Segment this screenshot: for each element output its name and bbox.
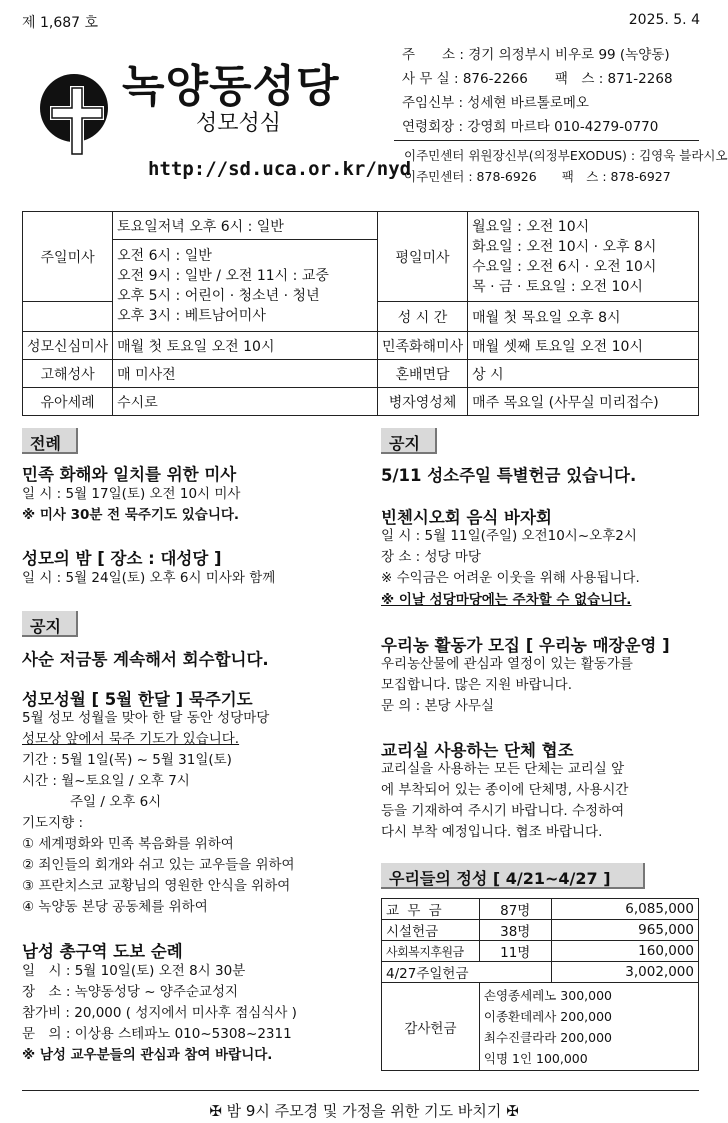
r4-title: 교리실 사용하는 단체 협조 bbox=[381, 741, 574, 760]
holy-hour-label: 성 시 간 bbox=[377, 302, 467, 332]
weekday-mass-times bbox=[468, 212, 699, 302]
n1-title: 사순 저금통 계속해서 회수합니다. bbox=[22, 650, 269, 669]
issue-date: 2025. 5. 4 bbox=[628, 12, 700, 28]
liturgy-section-tag: 전례 bbox=[22, 428, 78, 454]
saturday-evening-mass: 토요일저녁 오후 6시 : 일반 bbox=[113, 212, 378, 240]
r2-line-c: ※ 수익금은 어려운 이웃을 위해 사용됩니다. bbox=[381, 570, 640, 586]
holy-hour-time: 매월 첫 목요일 오후 8시 bbox=[468, 302, 699, 332]
info-office: 사 무 실 : 876-2266 팩 스 : 871-2268 bbox=[402, 71, 673, 87]
offering-row bbox=[382, 941, 699, 962]
thanks-entry: 익명 1인 100,000 bbox=[483, 1051, 588, 1066]
parish-website-link[interactable]: http://sd.uca.or.kr/nyd bbox=[148, 158, 412, 180]
n3-line-b: 장 소 : 녹양동성당 ~ 양주순교성지 bbox=[22, 984, 239, 1000]
sunday-offering-label: 4/27주일헌금 bbox=[382, 962, 552, 983]
offering-label: 시설헌금 bbox=[382, 920, 480, 941]
weekday-line: 목 · 금 · 토요일 : 오전 10시 bbox=[472, 279, 643, 295]
r2-line-b: 장 소 : 성당 마당 bbox=[381, 549, 481, 565]
offering-row bbox=[382, 920, 699, 941]
r2-title: 빈첸시오회 음식 바자회 bbox=[381, 508, 552, 527]
r2-line-a: 일 시 : 5월 11일(주일) 오전10시~오후2시 bbox=[381, 528, 637, 544]
r1-title: 5/11 성소주일 특별헌금 있습니다. bbox=[381, 466, 637, 485]
sunday-mass-label: 주일미사 bbox=[23, 212, 113, 302]
parish-subtitle: 성모성심 bbox=[196, 111, 282, 136]
r3-line-c: 문 의 : 본당 사무실 bbox=[381, 698, 495, 714]
offering-amount: 160,000 bbox=[551, 941, 698, 962]
n3-line-a: 일 시 : 5월 10일(토) 오전 8시 30분 bbox=[22, 963, 246, 979]
n3-line-d: 문 의 : 이상용 스테파노 010~5308~2311 bbox=[22, 1026, 292, 1042]
reconcile-mass-time: 매월 셋째 토요일 오전 10시 bbox=[468, 332, 699, 360]
thanks-entry: 손영종세레노 300,000 bbox=[483, 988, 612, 1003]
l2-title: 성모의 밤 [ 장소 : 대성당 ] bbox=[22, 549, 222, 568]
l1-title: 민족 화해와 일치를 위한 미사 bbox=[22, 465, 237, 484]
baptism-time: 수시로 bbox=[113, 388, 378, 416]
offering-count: 38명 bbox=[479, 920, 551, 941]
info-migrant-center: 이주민센터 : 878-6926 팩 스 : 878-6927 bbox=[404, 169, 671, 184]
thanks-offering-list bbox=[479, 983, 698, 1071]
r2-line-d: ※ 이날 성당마당에는 주차할 수 없습니다. bbox=[381, 592, 632, 608]
confession-label: 고해성사 bbox=[23, 360, 113, 388]
l2-line-a: 일 시 : 5월 24일(토) 오후 6시 미사와 함께 bbox=[22, 570, 276, 586]
l1-line-a: 일 시 : 5월 17일(토) 오전 10시 미사 bbox=[22, 486, 241, 502]
thanks-entry: 이종환데레사 200,000 bbox=[483, 1009, 612, 1024]
weekday-line: 화요일 : 오전 10시 · 오후 8시 bbox=[472, 239, 657, 255]
footer-prayer-note: ✠ 밤 9시 주모경 및 가정을 위한 기도 바치기 ✠ bbox=[209, 1102, 519, 1120]
n2-line-a: 5월 성모 성월을 맞아 한 달 동안 성당마당 bbox=[22, 710, 270, 726]
n2-line-g: ① 세계평화와 민족 복음화를 위하여 bbox=[22, 836, 234, 852]
weekday-line: 월요일 : 오전 10시 bbox=[472, 219, 590, 235]
n3-line-c: 참가비 : 20,000 ( 성지에서 미사후 점심식사 ) bbox=[22, 1005, 297, 1021]
n2-title: 성모성월 [ 5월 한달 ] 묵주기도 bbox=[22, 690, 253, 709]
baptism-label: 유아세례 bbox=[23, 388, 113, 416]
n2-line-j: ④ 녹양동 본당 공동체를 위하여 bbox=[22, 899, 208, 915]
sunday-line: 오후 5시 : 어린이 · 청소년 · 청년 bbox=[117, 287, 320, 304]
marriage-label: 혼배면담 bbox=[377, 360, 467, 388]
heart-mass-label: 성모신심미사 bbox=[23, 332, 113, 360]
mass-schedule-table bbox=[22, 211, 699, 416]
parish-title: 녹양동성당 bbox=[122, 61, 340, 112]
sunday-line: 오후 3시 : 베트남어미사 bbox=[117, 307, 266, 324]
r3-line-a: 우리농산물에 관심과 열정이 있는 활동가를 bbox=[381, 656, 633, 672]
sick-communion-time: 매주 목요일 (사무실 미리접수) bbox=[468, 388, 699, 416]
marriage-time: 상 시 bbox=[468, 360, 699, 388]
issue-number: 제 1,687 호 bbox=[22, 15, 99, 31]
info-divider bbox=[394, 140, 699, 141]
confession-time: 매 미사전 bbox=[113, 360, 378, 388]
sunday-line: 오전 6시 : 일반 bbox=[117, 247, 212, 264]
r3-line-b: 모집합니다. 많은 지원 바랍니다. bbox=[381, 677, 572, 693]
offering-count: 87명 bbox=[479, 899, 551, 920]
n2-line-d: 시간 : 월~토요일 / 오후 7시 bbox=[22, 773, 190, 789]
offering-count: 11명 bbox=[479, 941, 551, 962]
church-logo-icon bbox=[30, 66, 126, 162]
thanks-offering-label: 감사헌금 bbox=[382, 983, 480, 1071]
thanks-entry: 최수진클라라 200,000 bbox=[483, 1030, 612, 1045]
sunday-mass-times bbox=[113, 240, 378, 332]
info-council: 연령회장 : 강영희 마르타 010-4279-0770 bbox=[402, 119, 659, 135]
thanks-row bbox=[382, 983, 699, 1071]
n2-line-i: ③ 프란치스코 교황님의 영원한 안식을 위하여 bbox=[22, 878, 291, 894]
offering-label: 교 무 금 bbox=[382, 899, 480, 920]
right-notice-tag: 공지 bbox=[381, 428, 437, 454]
reconcile-mass-label: 민족화해미사 bbox=[377, 332, 467, 360]
offering-row bbox=[382, 962, 699, 983]
r4-line-a: 교리실을 사용하는 모든 단체는 교리실 앞 bbox=[381, 761, 625, 777]
left-notice-tag: 공지 bbox=[22, 611, 78, 637]
heart-mass-time: 매월 첫 토요일 오전 10시 bbox=[113, 332, 378, 360]
n2-line-h: ② 죄인들의 회개와 쉬고 있는 교우들을 위하여 bbox=[22, 857, 295, 873]
sick-communion-label: 병자영성체 bbox=[377, 388, 467, 416]
info-address: 주 소 : 경기 의정부시 비우로 99 (녹양동) bbox=[402, 47, 670, 63]
n2-line-e: 주일 / 오후 6시 bbox=[70, 794, 162, 810]
n2-line-c: 기간 : 5월 1일(목) ~ 5월 31일(토) bbox=[22, 752, 232, 768]
info-migrant-director: 이주민센터 위원장신부(의정부EXODUS) : 김영욱 블라시오 bbox=[404, 148, 728, 163]
offering-label: 사회복지후원금 bbox=[382, 941, 480, 962]
r3-title: 우리농 활동가 모집 [ 우리농 매장운영 ] bbox=[381, 636, 670, 655]
offering-row bbox=[382, 899, 699, 920]
n3-title: 남성 총구역 도보 순례 bbox=[22, 942, 183, 961]
weekday-mass-label: 평일미사 bbox=[377, 212, 467, 302]
l1-line-b: ※ 미사 30분 전 묵주기도 있습니다. bbox=[22, 507, 240, 523]
sunday-offering-amount: 3,002,000 bbox=[551, 962, 698, 983]
r4-line-b: 에 부착되어 있는 종이에 단체명, 사용시간 bbox=[381, 782, 629, 798]
r4-line-d: 다시 부착 예정입니다. 협조 바랍니다. bbox=[381, 824, 603, 840]
sunday-line: 오전 9시 : 일반 / 오전 11시 : 교중 bbox=[117, 267, 329, 284]
offering-amount: 6,085,000 bbox=[551, 899, 698, 920]
n3-line-e: ※ 남성 교우분들의 관심과 참여 바랍니다. bbox=[22, 1047, 273, 1063]
offering-amount: 965,000 bbox=[551, 920, 698, 941]
n2-line-b: 성모상 앞에서 묵주 기도가 있습니다. bbox=[22, 731, 240, 747]
n2-line-f: 기도지향 : bbox=[22, 815, 84, 831]
sunday-mass-label-cont bbox=[23, 302, 113, 332]
weekday-line: 수요일 : 오전 6시 · 오전 10시 bbox=[472, 259, 657, 275]
offering-table bbox=[381, 898, 699, 1071]
footer-divider bbox=[22, 1090, 699, 1091]
offering-section-tag: 우리들의 정성 [ 4/21~4/27 ] bbox=[381, 863, 645, 889]
info-pastor: 주임신부 : 성세현 바르톨로메오 bbox=[402, 95, 589, 111]
r4-line-c: 등을 기재하여 주시기 바랍니다. 수정하여 bbox=[381, 803, 625, 819]
